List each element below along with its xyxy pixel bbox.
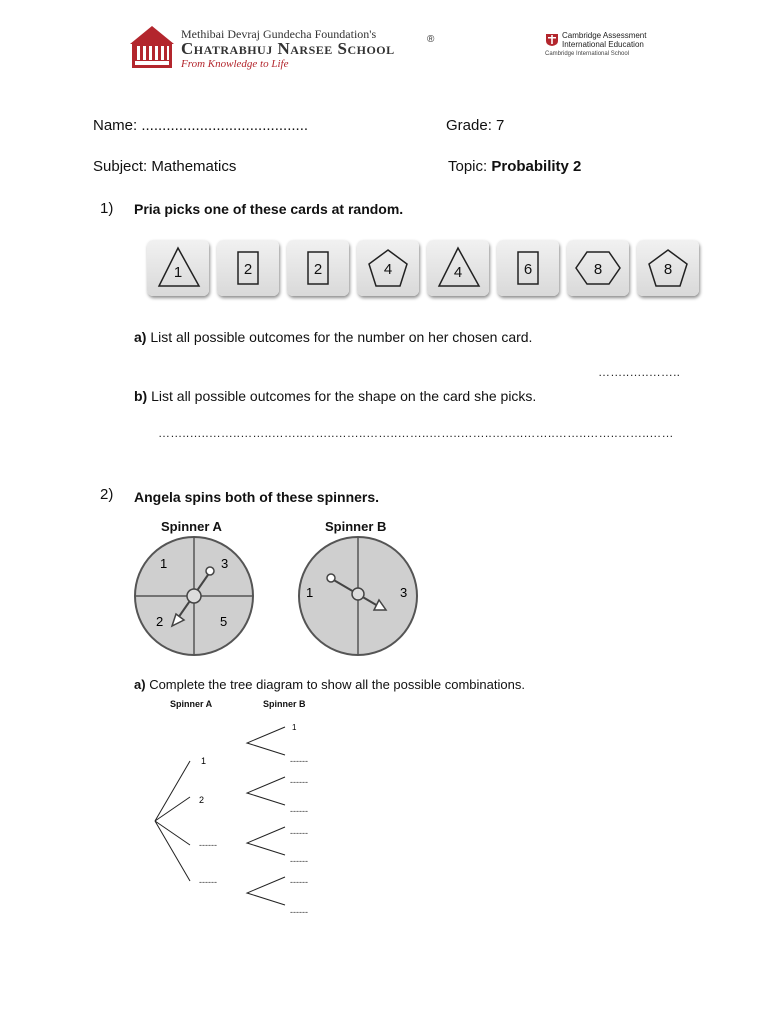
school-name: Chatrabhuj Narsee School [181,39,395,58]
tree-col-a: Spinner A [170,699,213,709]
card-6 [497,240,559,296]
q1a-letter: a) [134,329,147,345]
topic-field [448,158,581,175]
card-3 [287,240,349,296]
spinner-b-label-1: 1 [306,585,314,600]
rectangle-shape-icon [287,240,349,296]
tree-b-blank-3: ------ [290,777,308,787]
card-8 [637,240,699,296]
tree-b-blank-2: ------ [290,756,308,766]
q1a-answer-line: ……..…..…….. [598,365,681,379]
q1a-text: List all possible outcomes for the number on her chosen card. [150,329,533,345]
topic-prefix: Topic: [448,158,492,175]
foundation-name: Methibai Devraj Gundecha Foundation's [181,27,377,41]
q2-number: 2) [100,486,114,503]
card-number: 8 [593,261,603,278]
tree-a-blank-4: ------ [199,877,217,887]
tree-a-label-2: 2 [199,795,205,805]
q2a-question [134,677,525,692]
q1b-question [134,388,536,404]
school-tagline: From Knowledge to Life [181,58,289,70]
topic-value: Probability 2 [491,158,582,175]
tree-b-blank-5: ------ [290,828,308,838]
card-1 [147,240,209,296]
spinner-b-label-2: 3 [400,585,408,600]
q1b-text: List all possible outcomes for the shape on the card she picks. [151,388,537,404]
tree-b-blank-7: ------ [290,877,308,887]
spinner-a-label-4: 5 [220,614,228,629]
tree-b-blank-6: ------ [290,856,308,866]
card-number: 6 [523,261,533,278]
card-7 [567,240,629,296]
spinner-a [132,534,256,658]
cambridge-crest-icon [545,33,559,47]
board-name [562,31,646,49]
card-number: 4 [383,261,393,278]
spinner-a-title: Spinner A [161,519,222,534]
tree-col-b: Spinner B [263,699,306,709]
registered-mark: ® [427,34,435,45]
q1-text: Pria picks one of these cards at random. [134,201,404,217]
q1-number: 1) [100,200,114,217]
card-4 [357,240,419,296]
name-field: Name: ........................................ [93,117,309,134]
rectangle-shape-icon [497,240,559,296]
tree-b-blank-8: ------ [290,907,308,917]
q1b-letter: b) [134,388,148,404]
tree-b-blank-4: ------ [290,806,308,816]
q1a-question [134,329,532,345]
school-logo-icon [128,24,176,72]
pentagon-shape-icon [357,240,419,296]
tree-a-blank-3: ------ [199,840,217,850]
q1b-answer-line: ……..…..……..……..……..……..……..……..……..……..……..……..……..……..……..……..…… [158,426,674,440]
pentagon-shape-icon [637,240,699,296]
grade-field: Grade: 7 [446,117,505,134]
spinner-a-label-3: 2 [156,614,164,629]
board-name-line2: International Education [562,40,644,49]
card-number: 2 [313,261,323,278]
card-2 [217,240,279,296]
board-name-line1: Cambridge Assessment [562,31,647,40]
triangle-shape-icon [147,240,209,296]
hexagon-shape-icon [567,240,629,296]
q2a-letter: a) [134,677,146,692]
tree-diagram [140,715,350,930]
card-number: 4 [453,264,463,281]
q2a-text: Complete the tree diagram to show all the possible combinations. [149,677,525,692]
board-school: Cambridge International School [545,51,630,57]
q2-text: Angela spins both of these spinners. [134,489,380,505]
card-number: 2 [243,261,253,278]
tree-a-label-1: 1 [201,756,207,766]
spinner-a-label-1: 1 [160,556,168,571]
card-number: 8 [663,261,673,278]
triangle-shape-icon [427,240,489,296]
subject-field: Subject: Mathematics [93,158,237,175]
rectangle-shape-icon [217,240,279,296]
tree-b-label-1: 1 [292,723,297,732]
spinner-a-label-2: 3 [221,556,229,571]
card-number: 1 [173,264,183,281]
spinner-b-title: Spinner B [325,519,387,534]
card-5 [427,240,489,296]
spinner-b [296,534,420,658]
